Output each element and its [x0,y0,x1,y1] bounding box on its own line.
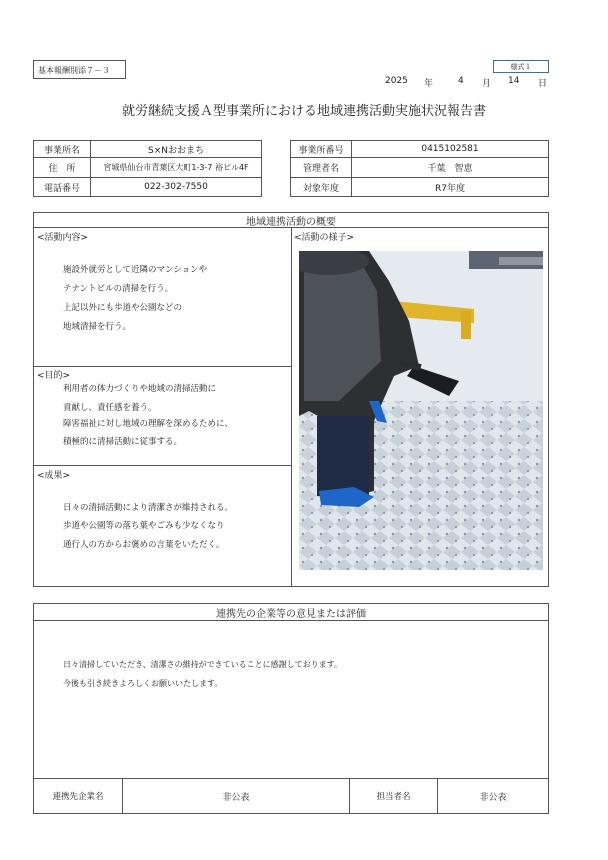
info-label-fiscal-year: 対象年度 [290,177,352,197]
result-line: 日々の清掃活動により清潔さが維持される。 [63,503,234,513]
photo-label: <活動の様子> [294,233,355,243]
date-month-unit: 月 [482,79,492,89]
date-day-unit: 日 [538,79,548,89]
evaluation-heading: 連携先の企業等の意見または評価 [216,609,366,620]
date-year-unit: 年 [424,79,434,89]
activity-line: 施設外就労として近隣のマンションや [63,265,208,275]
info-label-phone: 電話番号 [33,177,91,197]
info-value-office-number: 0415102581 [351,140,549,158]
result-divider [33,465,291,466]
overview-divider [291,228,292,587]
ref-label: 基本報酬別添７－３ [38,66,110,75]
date-month: 4 [458,76,464,86]
form-label: 様式１ [510,63,532,71]
info-value-manager: 千葉 智恵 [351,157,549,178]
activity-photo [299,251,543,570]
activity-line: テナントビルの清掃を行う。 [63,284,174,294]
ref-label-box [33,60,126,79]
activity-label: <活動内容> [37,233,89,243]
info-label-manager: 管理者名 [290,157,352,178]
result-line: 歩道や公園等の落ち葉やごみも少なくなり [63,521,225,531]
purpose-line: 利用者の体力づくりや地域の清掃活動に [63,384,217,394]
purpose-label: <目的> [37,371,71,381]
form-label-box [493,60,549,73]
date-day: 14 [508,76,520,86]
person-value: 非公表 [437,778,549,814]
page-title: 就労継続支援Ａ型事業所における地域連携活動実施状況報告書 [121,104,486,119]
activity-line: 地域清掃を行う。 [63,322,132,332]
info-value-office-name: S×Nおおまち [90,140,262,158]
evaluation-line: 今後も引き続きよろしくお願いいたします。 [63,679,223,688]
company-value: 非公表 [122,778,350,814]
purpose-line: 障害福祉に対し地域の理解を深めるために、 [63,419,234,429]
date-year: 2025 [385,76,408,86]
overview-heading: 地域連携活動の概要 [246,217,336,228]
info-label-office-number: 事業所番号 [290,140,352,158]
evaluation-line: 日々清掃していただき、清潔さの維持ができていることに感謝しております。 [63,660,343,669]
purpose-divider [33,366,291,367]
info-value-phone: 022-302-7550 [90,177,262,197]
purpose-line: 積極的に清掃活動に従事する。 [63,437,183,447]
info-value-address: 宮城県仙台市青葉区大町1-3-7 裕ビル4F [90,157,262,178]
info-label-office-name: 事業所名 [33,140,91,158]
activity-line: 上記以外にも歩道や公園などの [63,303,183,313]
info-value-fiscal-year: R7年度 [351,177,549,197]
purpose-line: 貢献し、責任感を養う。 [63,403,157,413]
person-label: 担当者名 [349,778,438,814]
company-label: 連携先企業名 [33,778,123,814]
result-line: 通行人の方からお褒めの言葉をいただく。 [63,540,225,550]
result-label: <成果> [37,471,71,481]
info-label-address: 住 所 [33,157,91,178]
